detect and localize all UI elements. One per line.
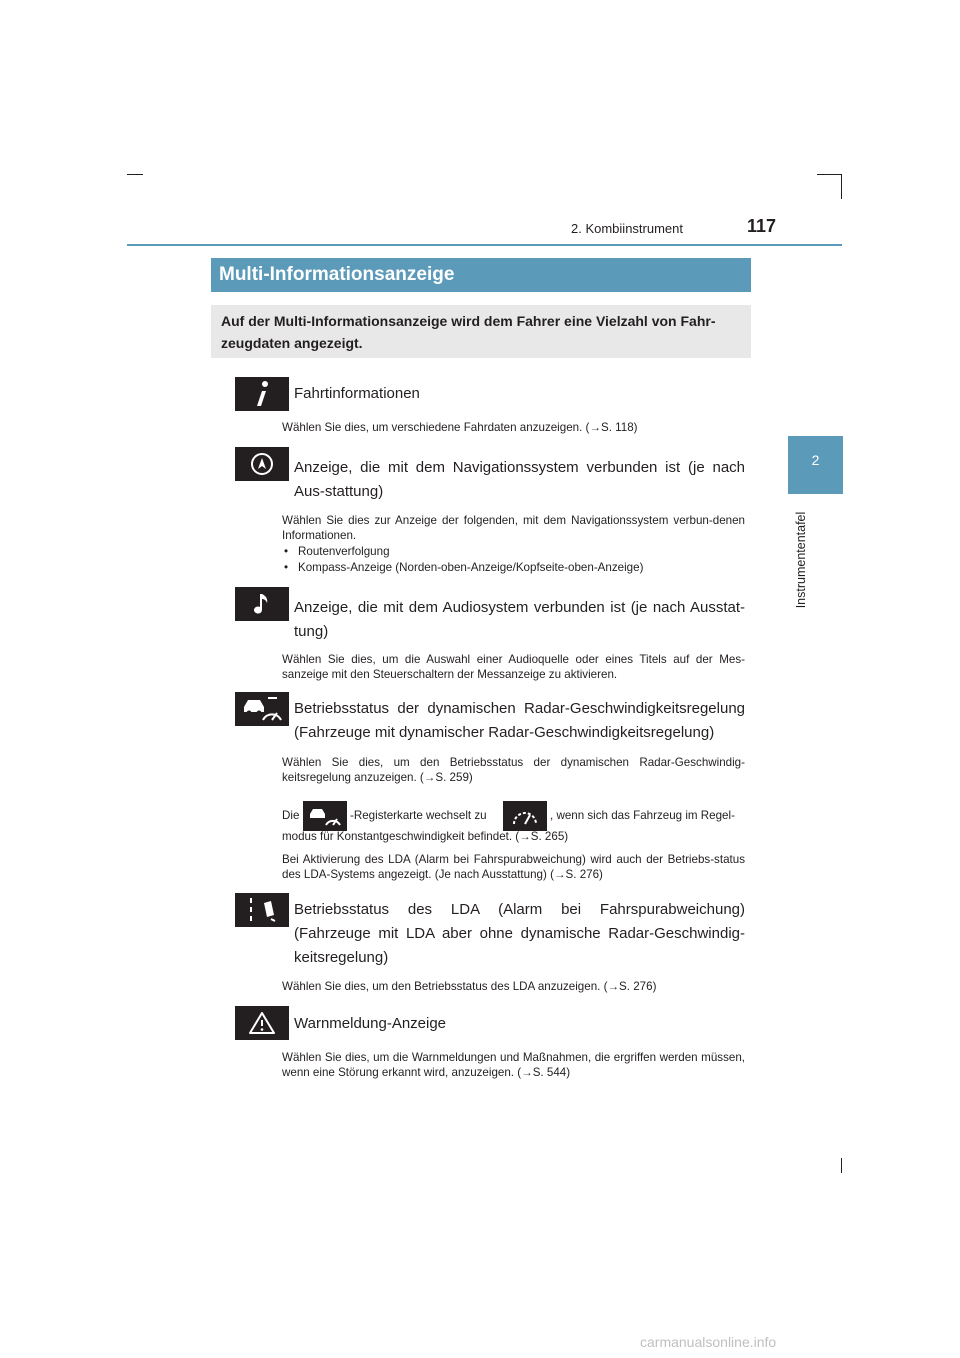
item-title: Warnmeldung-Anzeige: [294, 1015, 447, 1032]
item-title: Fahrtinformationen: [294, 385, 420, 402]
footer-watermark[interactable]: carmanualsonline.info: [640, 1334, 777, 1350]
speedometer-tab-icon: [503, 801, 547, 831]
intro-text: Auf der Multi-Informationsanzeige wird dem Fahrer eine Vielzahl von Fahr-zeugdaten angezeigt.: [211, 305, 751, 358]
item-body: Wählen Sie dies, um die Auswahl einer Audioquelle oder eines Titels auf der Mes-sanzeige mit den Steuerschaltern der Messanzeige zu aktivieren.: [282, 653, 745, 681]
chapter-title: Instrumententafel: [794, 511, 808, 609]
bullet-mark: •: [284, 561, 289, 574]
crop-mark: [841, 1158, 842, 1173]
list-item: [282, 544, 745, 560]
lane-departure-icon: [235, 893, 289, 927]
chapter-number: 2: [811, 452, 820, 468]
info-icon: [235, 377, 289, 411]
item-body: Wählen Sie dies, um verschiedene Fahrdaten anzuzeigen. (→S. 118): [282, 421, 638, 434]
list-item: [282, 560, 745, 576]
item-title: Betriebsstatus der dynamischen Radar-Geschwindigkeitsregelung (Fahrzeuge mit dynamischer Radar-Geschwindigkeitsregelung): [294, 700, 745, 741]
crop-mark: [127, 174, 143, 175]
tab-note-prefix: Die: [282, 809, 300, 822]
tab-note-line2: modus für Konstantgeschwindigkeit befindet. (→S. 265): [282, 830, 569, 843]
lda-note: Bei Aktivierung des LDA (Alarm bei Fahrspurabweichung) wird auch der Betriebs-status des LDA-Systems angezeigt. (Je nach Ausstattung) (→S. 276): [282, 853, 745, 881]
item-title: Anzeige, die mit dem Navigationssystem verbunden ist (je nach Aus-stattung): [294, 459, 745, 500]
item-title: Anzeige, die mit dem Audiosystem verbunden ist (je nach Ausstat-tung): [294, 599, 745, 640]
radar-cruise-tab-icon: [303, 801, 347, 831]
crop-mark: [841, 174, 842, 199]
header-rule: [127, 244, 842, 246]
item-body: Wählen Sie dies, um den Betriebsstatus der dynamischen Radar-Geschwindig-keitsregelung anzuzeigen. (→S. 259): [282, 756, 745, 784]
section-title: Multi-Informationsanzeige: [211, 258, 751, 292]
crop-mark: [817, 174, 842, 175]
item-body: Wählen Sie dies, um den Betriebsstatus des LDA anzuzeigen. (→S. 276): [282, 980, 657, 993]
tab-note-suffix: , wenn sich das Fahrzeug im Regel-: [550, 809, 735, 822]
warning-icon: [235, 1006, 289, 1040]
chapter-tab[interactable]: [788, 436, 843, 494]
chapter-label: [789, 510, 813, 610]
bullet-text: Kompass-Anzeige (Norden-oben-Anzeige/Kopfseite-oben-Anzeige): [298, 561, 644, 574]
bullet-mark: •: [284, 545, 289, 558]
navigation-icon: [235, 447, 289, 481]
page-number: 117: [746, 216, 776, 236]
item-body: Wählen Sie dies, um die Warnmeldungen und Maßnahmen, die ergriffen werden müssen, wenn eine Störung erkannt wird, anzuzeigen. (→S. 544): [282, 1051, 745, 1079]
item-title: Betriebsstatus des LDA (Alarm bei Fahrspurabweichung) (Fahrzeuge mit LDA aber ohne dynamische Radar-Geschwindig-keitsregelung): [294, 901, 745, 966]
bullet-text: Routenverfolgung: [298, 545, 390, 558]
item-body: Wählen Sie dies zur Anzeige der folgenden, mit dem Navigationssystem verbun-denen Informationen.: [282, 514, 745, 542]
section-header: 2. Kombiinstrument: [571, 221, 683, 236]
music-note-icon: [235, 587, 289, 621]
tab-note-middle: -Registerkarte wechselt zu: [350, 809, 487, 822]
radar-cruise-icon: [235, 692, 289, 726]
